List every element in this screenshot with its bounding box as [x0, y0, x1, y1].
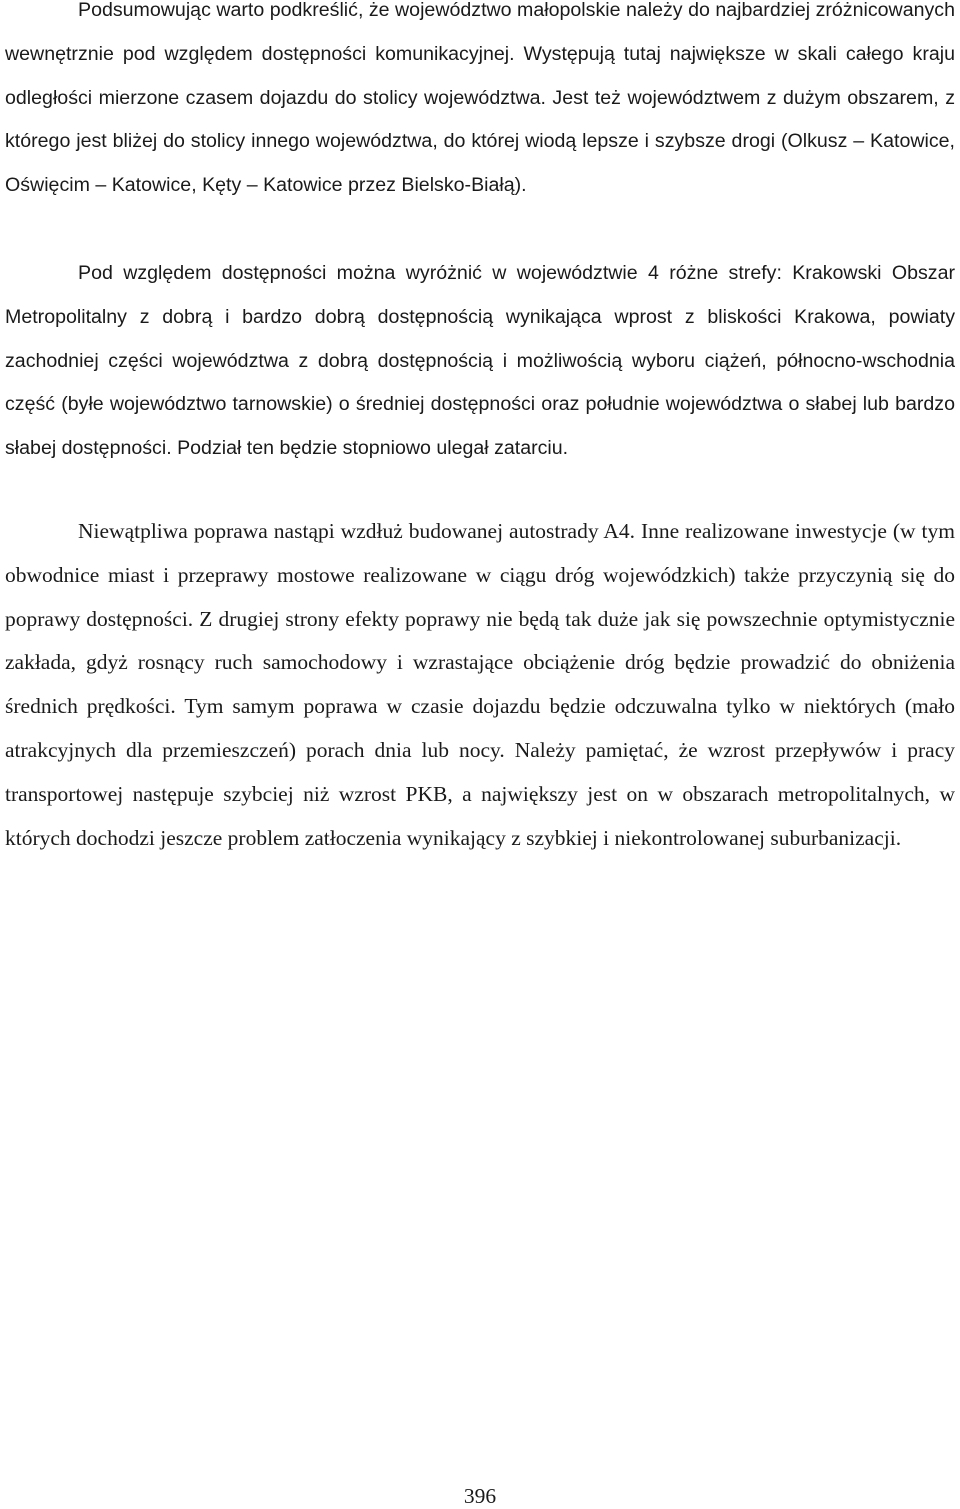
page-number: 396 [463, 1484, 497, 1508]
paragraph-accessibility-zones: Pod względem dostępności można wyróżnić w województwie 4 różne strefy: Krakowski Obszar Metropolitalny z dobrą i bardzo dobrą dostępnością wynikająca wprost z bliskości Krakowa, powiaty zachodniej części województwa z dobrą dostępnością i możliwością wyboru ciążeń, północno-wschodnia część (byłe województwo tarnowskie) o średniej dostępności oraz południe województwa o słabej lub bardzo słabej dostępności. Podział ten będzie stopniowo ulegał zatarciu. [5, 262, 955, 460]
paragraph-summary: Podsumowując warto podkreślić, że województwo małopolskie należy do najbardziej zróżnicowanych wewnętrznie pod względem dostępności komunikacyjnej. Występują tutaj największe w skali całego kraju odległości mierzone czasem dojazdu do stolicy województwa. Jest też województwem z dużym obszarem, z którego jest bliżej do stolicy innego województwa, do której wiodą lepsze i szybsze drogi (Olkusz – Katowice, Oświęcim – Katowice, Kęty – Katowice przez Bielsko-Białą). [5, 0, 955, 197]
paragraph-improvements: Niewątpliwa poprawa nastąpi wzdłuż budowanej autostrady A4. Inne realizowane inwestycje (w tym obwodnice miast i przeprawy mostowe realizowane w ciągu dróg wojewódzkich) także przyczynią się do poprawy dostępności. Z drugiej strony efekty poprawy nie będą tak duże jak się powszechnie optymistycznie zakłada, gdyż rosnący ruch samochodowy i wzrastające obciążenie dróg będzie prowadzić do obniżenia średnich prędkości. Tym samym poprawa w czasie dojazdu będzie odczuwalna tylko w niektórych (mało atrakcyjnych dla przemieszczeń) porach dnia lub nocy. Należy pamiętać, że wzrost przepływów i pracy transportowej następuje szybciej niż wzrost PKB, a największy jest on w obszarach metropolitalnych, w których dochodzi jeszcze problem zatłoczenia wynikający z szybkiej i niekontrolowanej suburbanizacji. [5, 519, 955, 850]
